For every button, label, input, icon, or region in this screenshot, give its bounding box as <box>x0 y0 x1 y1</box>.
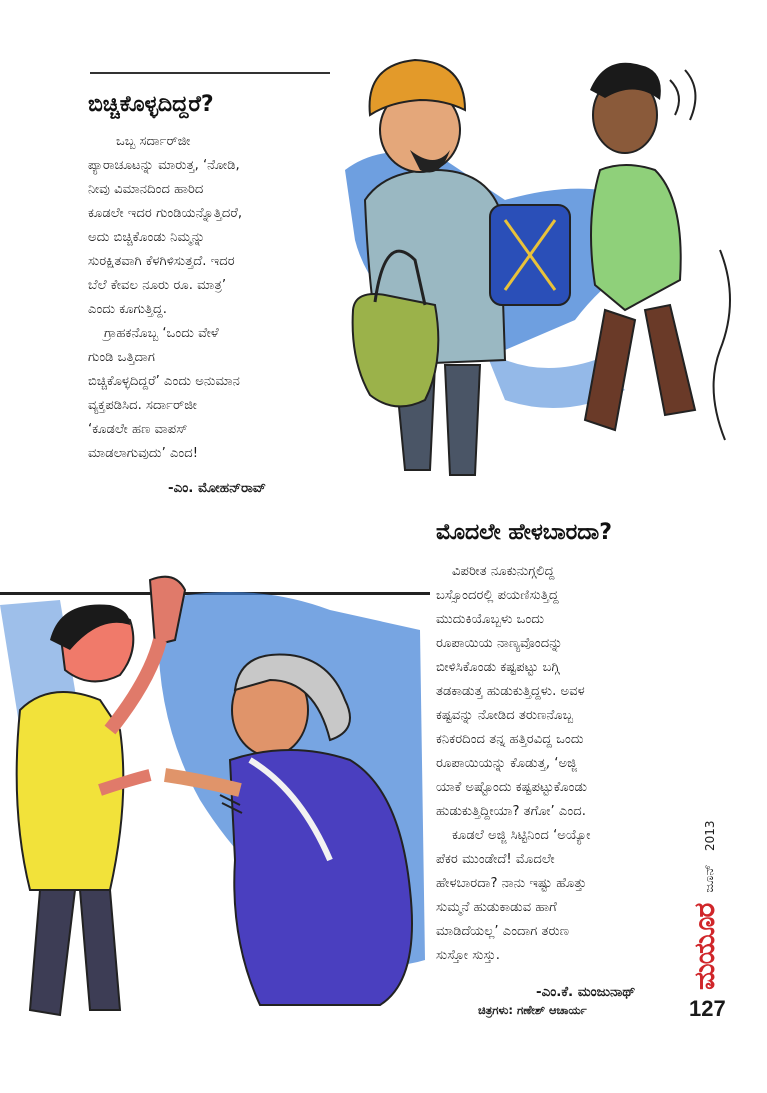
story2-line: ಕಷ್ಟವನ್ನು ನೋಡಿದ ತರುಣನೊಬ್ಬ <box>436 708 574 723</box>
story2-line: ಮುದುಕಿಯೊಬ್ಬಳು ಒಂದು <box>436 612 545 627</box>
story2-author: -ಎಂ.ಕೆ. ಮಂಜುನಾಥ್ <box>536 984 636 1000</box>
story2-line: ತಡಕಾಡುತ್ತ ಹುಡುಕುತ್ತಿದ್ದಳು. ಅವಳ <box>436 684 585 699</box>
story2-line: ರೂಪಾಯಿಯ ನಾಣ್ಯವೊಂದನ್ನು <box>436 636 563 651</box>
story1-line: ಸುರಕ್ಷಿತವಾಗಿ ಕೆಳಗಿಳಿಸುತ್ತದೆ. ಇದರ <box>88 254 235 269</box>
story1-title: ಬಿಚ್ಚಿಕೊಳ್ಳದಿದ್ದರೆ? <box>88 92 214 117</box>
green-bag <box>353 294 439 406</box>
story1-line: ಕೂಡಲೇ ಇದರ ಗುಂಡಿಯನ್ನೊತ್ತಿದರೆ, <box>88 206 243 221</box>
story1-line: ಮಾಡಲಾಗುವುದು’ ಎಂದ! <box>88 446 199 461</box>
story1-line: ಗುಂಡಿ ಒತ್ತಿದಾಗ <box>88 350 155 365</box>
story2-title: ಮೊದಲೇ ಹೇಳಬಾರದಾ? <box>436 520 612 545</box>
story1-line: ಅದು ಬಿಚ್ಚಿಕೊಂಡು ನಿಮ್ಮನ್ನು <box>88 230 206 245</box>
magazine-side-label <box>683 790 733 990</box>
illustration-parachute-seller <box>325 20 755 490</box>
story2-line: ಪೆಕರ ಮುಂಡೇದೆ! ಮೊದಲೇ <box>436 852 555 867</box>
story2-body <box>436 560 681 968</box>
story2-line: ಬೀಳಿಸಿಕೊಂಡು ಕಷ್ಟಪಟ್ಟು ಬಗ್ಗಿ <box>436 660 560 675</box>
illustration-credit: ಚಿತ್ರಗಳು: ಗಣೇಶ್ ಆಚಾರ್ಯ <box>478 1003 587 1017</box>
story2-line: ಸುಮ್ಮನೆ ಹುಡುಕಾಡುವ ಹಾಗೆ <box>436 900 557 915</box>
story2-line: ಹೇಳಬಾರದಾ? ನಾನು ಇಷ್ಟು ಹೊತ್ತು <box>436 876 587 891</box>
story1-body <box>88 130 333 466</box>
young-man-shirt <box>591 165 681 310</box>
story2-line: ಬಸ್ಸೊಂದರಲ್ಲಿ ಪಯಣಿಸುತ್ತಿದ್ದ <box>436 588 559 603</box>
story1-line: ಬೆಲೆ ಕೇವಲ ನೂರು ರೂ. ಮಾತ್ರ’ <box>88 278 227 293</box>
story1-line: ಎಂದು ಕೂಗುತ್ತಿದ್ದ. <box>88 302 167 317</box>
issue-year: 2013 <box>702 820 717 852</box>
story1-line: ಪ್ಯಾರಾಚೂಟನ್ನು ಮಾರುತ್ತ, ‘ನೋಡಿ, <box>88 158 240 173</box>
magazine-logo: ಮಯೂರ <box>688 903 721 990</box>
story1-line: ವ್ಯಕ್ತಪಡಿಸಿದ. ಸರ್ದಾರ್‌ಜೀ <box>88 398 197 413</box>
top-rule <box>90 72 330 74</box>
story1-line: ಒಬ್ಬ ಸರ್ದಾರ್‌ಜೀ <box>116 134 191 149</box>
story2-line: ಮಾಡಿದೆಯಲ್ಲ’ ಎಂದಾಗ ತರುಣ <box>436 924 570 939</box>
story1-line: ‘ಕೂಡಲೇ ಹಣ ವಾಪಸ್ <box>88 422 188 437</box>
issue-month: ಜೂನ್ <box>702 864 717 893</box>
story2-line: ವಿಪರೀತ ನೂಕುನುಗ್ಗಲಿದ್ದ <box>452 564 555 579</box>
story2-line: ಯಾಕೆ ಅಷ್ಟೊಂದು ಕಷ್ಟಪಟ್ಟುಕೊಂಡು <box>436 780 588 795</box>
page-number: 127 <box>689 996 726 1021</box>
story1-line: ಗ್ರಾಹಕನೊಬ್ಬ ‘ಒಂದು ವೇಳೆ <box>104 326 219 341</box>
story2-line: ಕನಿಕರದಿಂದ ತನ್ನ ಹತ್ತಿರವಿದ್ದ ಒಂದು <box>436 732 584 747</box>
story1-author: -ಎಂ. ಮೋಹನ್‌ರಾವ್ <box>168 480 266 496</box>
illustration-old-woman <box>0 560 430 1025</box>
story1-line: ಬಿಚ್ಚಿಕೊಳ್ಳದಿದ್ದರೆ’ ಎಂದು ಅನುಮಾನ <box>88 374 240 389</box>
story2-line: ರೂಪಾಯಿಯನ್ನು ಕೊಡುತ್ತ, ‘ಅಜ್ಜಿ <box>436 756 577 771</box>
story1-line: ನೀವು ವಿಮಾನದಿಂದ ಹಾರಿದ <box>88 182 204 197</box>
story2-line: ಹುಡುಕುತ್ತಿದ್ದೀಯಾ? ತಗೋ’ ಎಂದ. <box>436 804 586 819</box>
story2-line: ಕೂಡಲೆ ಅಜ್ಜಿ ಸಿಟ್ಟಿನಿಂದ ‘ಅಯ್ಯೋ <box>452 828 591 843</box>
story2-line: ಸುಸ್ತೋ ಸುಸ್ತು. <box>436 948 500 963</box>
